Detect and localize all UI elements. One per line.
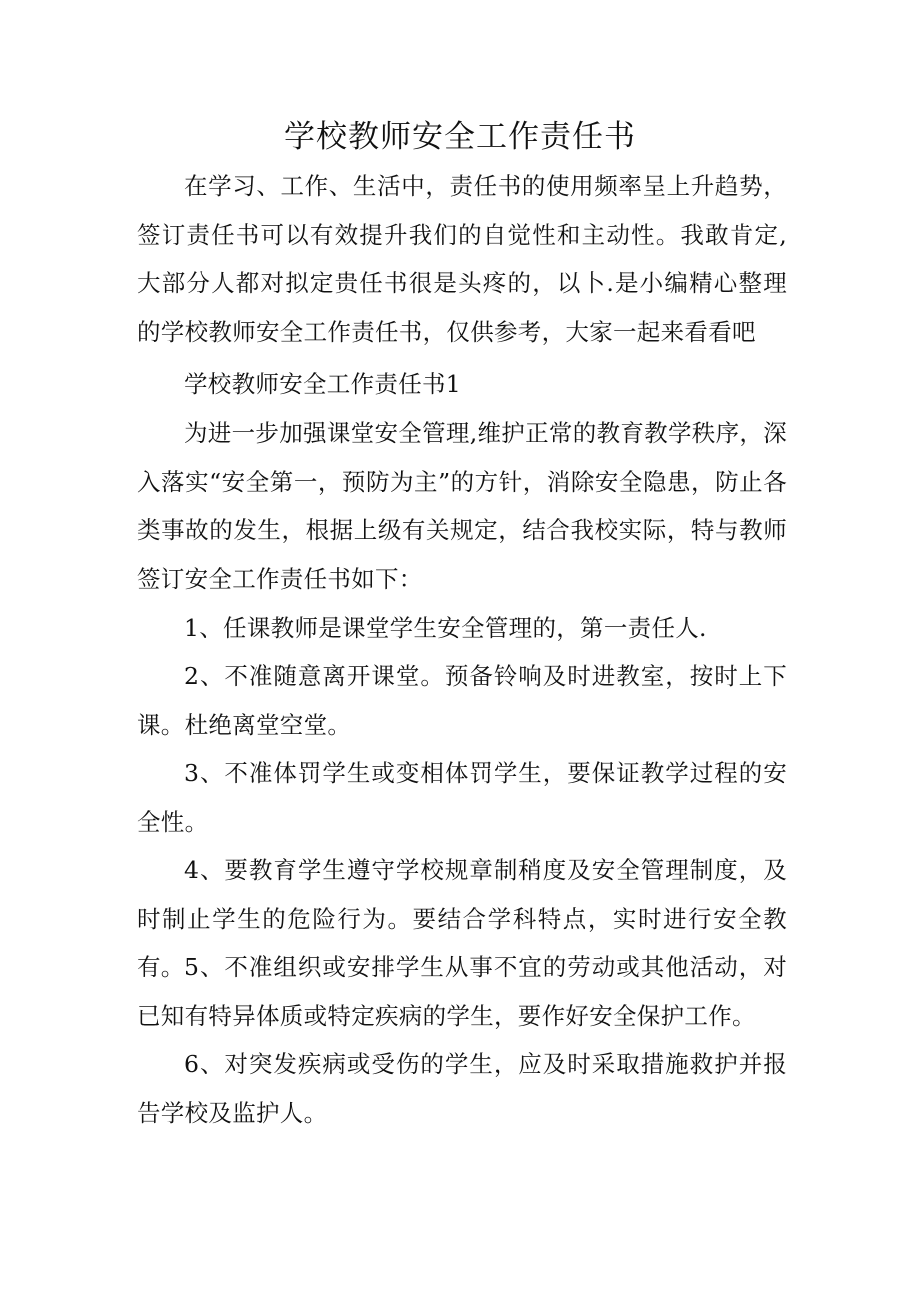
intro-paragraph: 在学习、工作、生活中，责任书的使用频率呈上升趋势，签订责任书可以有效提升我们的自觉性和主动性。我敢肯定,大部分人都对拟定贵任书很是头疼的，以卜.是小编精心整理的学校教师安全工作责任书，仅供参考，大家一起来看看吧 <box>137 172 787 346</box>
section-heading: 学校教师安全工作责任书1 <box>184 370 462 398</box>
list-item: 6、对突发疾病或受伤的学生，应及时采取措施救护并报告学校及监护人。 <box>137 1050 787 1127</box>
list-item: 5、不准组织或安排学生从事不宜的劳动或其他活动，对已知有特异体质或特定疾病的学生，要作好安全保护工作。 <box>137 953 787 1030</box>
preamble-paragraph: 为进一步加强课堂安全管理,维护正常的教育教学秩序，深入落实“安全第一，预防为主”的方针，消除安全隐患，防止各类事故的发生，根据上级有关规定，结合我校实际，特与教师签订安全工作责任书如下： <box>137 419 787 593</box>
list-item: 2、不准随意离开课堂。预备铃响及时进教室，按时上下课。杜绝离堂空堂。 <box>137 662 787 739</box>
list-item: 1、任课教师是课堂学生安全管理的，第一责任人. <box>184 614 707 642</box>
document-title: 学校教师安全工作责任书 <box>284 119 636 155</box>
list-item: 4、要教育学生遵守学校规章制稍度及安全管理制度，及时制止学生的危险行为。要结合学科特点，实时进行安全教有。 <box>137 856 787 981</box>
list-item: 3、不准体罚学生或变相体罚学生，要保证教学过程的安全性。 <box>137 759 787 836</box>
